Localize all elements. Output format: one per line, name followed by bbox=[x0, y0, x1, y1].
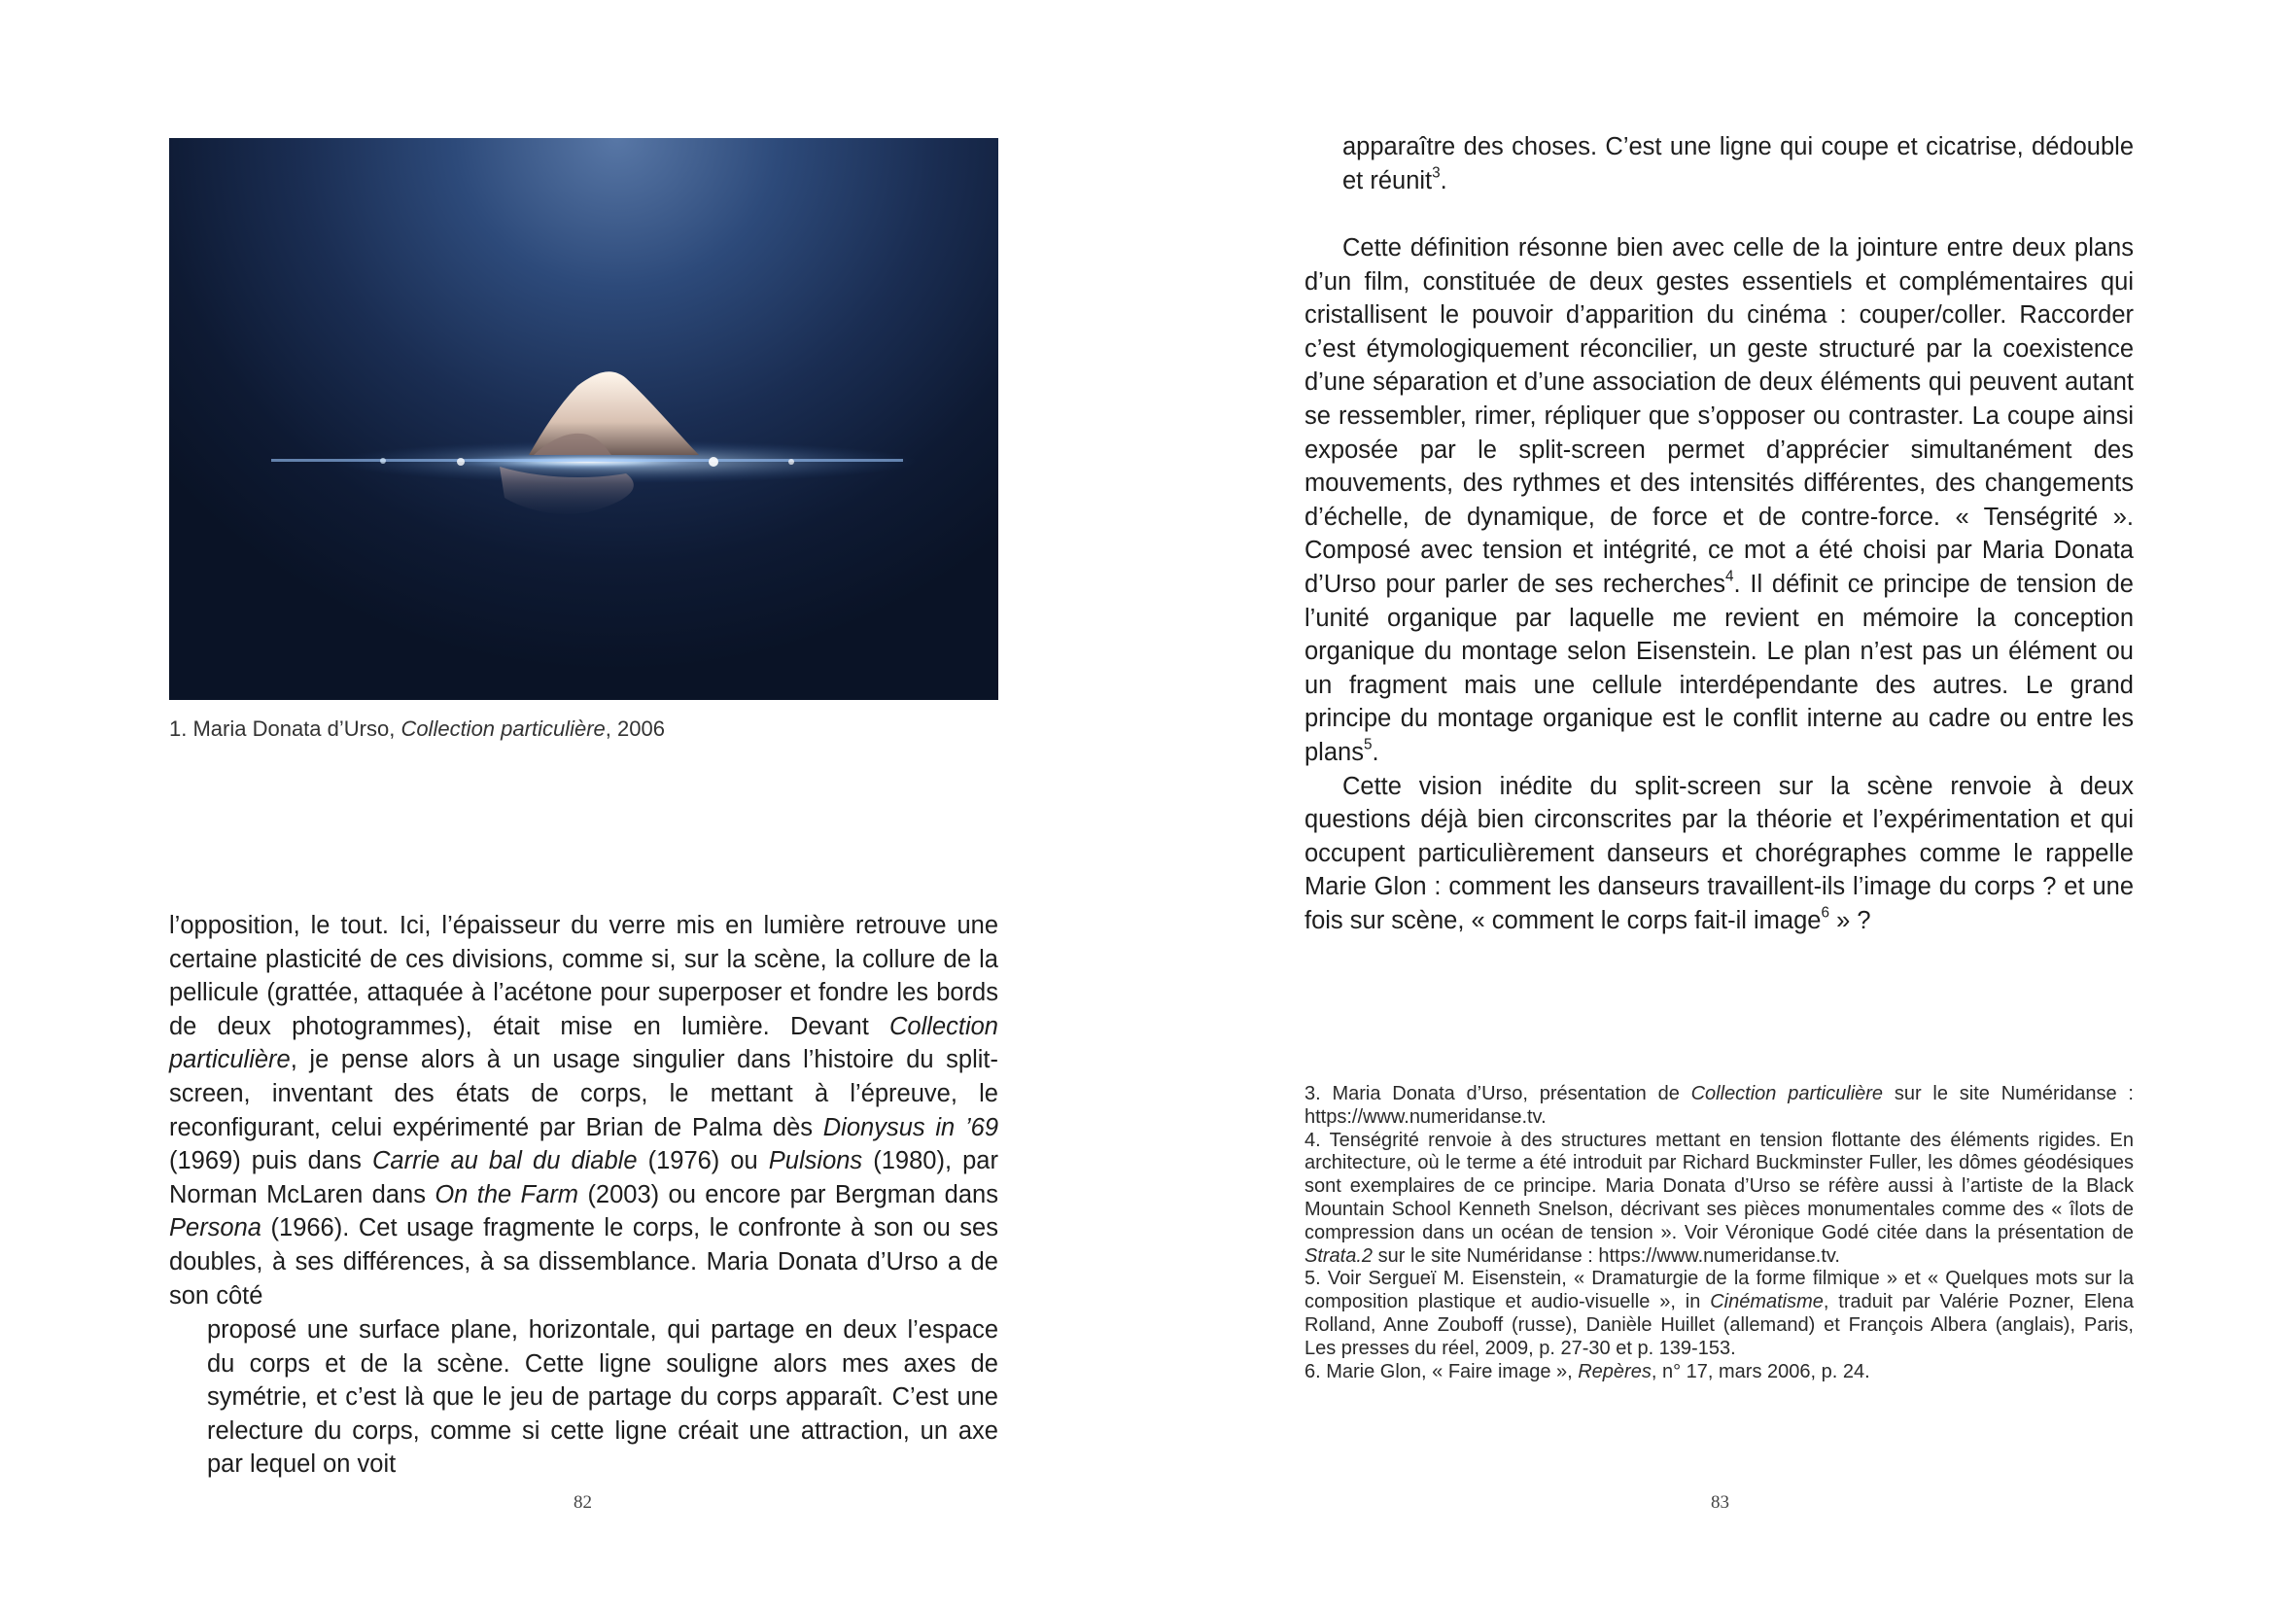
paragraph bbox=[1305, 770, 2134, 938]
footnote-5 bbox=[1305, 1268, 2134, 1360]
text-run: l’opposition, le tout. Ici, l’épaisseur du verre mis en lumière retrouve une certaine plasticité de ces divisions, comme si, sur la scène, la collure de la pellicule (grattée, attaquée à l’acétone pour superposer et fondre les bords de deux photogrammes), était mise en lumière. Devant bbox=[169, 912, 998, 1040]
text-run: sur le site Numéridanse : https://www.numeridanse.tv. bbox=[1305, 1083, 2134, 1128]
photograph-image bbox=[169, 138, 998, 700]
page-number-left: 82 bbox=[574, 1492, 592, 1513]
left-block-quote bbox=[207, 1313, 998, 1482]
dance-photograph bbox=[169, 138, 998, 700]
italic-title: On the Farm bbox=[435, 1180, 579, 1208]
footnotes bbox=[1305, 1083, 2134, 1383]
text-run: . bbox=[1372, 738, 1379, 766]
text-run: (1966). Cet usage fragmente le corps, le confronte à son ou ses doubles, à ses différences, à sa dissemblance. Maria Donata d’Urso a de son côté bbox=[169, 1214, 998, 1310]
page-number-right: 83 bbox=[1711, 1492, 1729, 1513]
footnote-4 bbox=[1305, 1130, 2134, 1269]
paragraph bbox=[1305, 231, 2134, 770]
right-main-text bbox=[1305, 231, 2134, 937]
caption-suffix: , 2006 bbox=[605, 716, 665, 741]
italic-title: Pulsions bbox=[768, 1147, 863, 1175]
footnote-ref[interactable]: 6 bbox=[1821, 904, 1829, 922]
footnote-ref[interactable]: 3 bbox=[1432, 164, 1441, 182]
italic-title: Repères bbox=[1578, 1360, 1652, 1382]
italic-title: Strata.2 bbox=[1305, 1244, 1374, 1267]
footnote-3 bbox=[1305, 1083, 2134, 1130]
text-run: » ? bbox=[1828, 906, 1871, 934]
text-run: 4. Tenségrité renvoie à des structures mettant en tension flottante des éléments rigides. En architecture, où le terme a été introduit par Richard Buckminster Fuller, les dômes géodésiques sont exemplaires de ce principe. Maria Donata d’Urso se réfère aussi à l’artiste de la Black Mountain School Kenneth Snelson, décrivant ses pièces monumentales comme des « îlots de compression dans un océan de tension ». Voir Véronique Godé citée dans la présentation de bbox=[1305, 1129, 2134, 1243]
footnote-6 bbox=[1305, 1361, 2134, 1384]
text-run: (2003) ou encore par Bergman dans bbox=[578, 1180, 998, 1208]
caption-title: Collection particulière bbox=[400, 716, 606, 741]
right-block-quote bbox=[1342, 130, 2134, 197]
caption-prefix: 1. Maria Donata d’Urso, bbox=[169, 716, 401, 741]
text-run: , n° 17, mars 2006, p. 24. bbox=[1651, 1360, 1870, 1382]
text-run: (1980), par Norman McLaren dans bbox=[169, 1147, 998, 1208]
italic-title: Cinématisme bbox=[1710, 1291, 1824, 1313]
text-run: (1969) puis dans bbox=[169, 1147, 372, 1175]
text-run: Cette vision inédite du split-screen sur la scène renvoie à deux questions déjà bien circonscrites par la théorie et l’expérimentation et qui occupent particulièrement danseurs et chorégraphes comme le rappelle Marie Glon : comment les danseurs travaillent-ils l’image du corps ? et une fois sur scène, « comment le corps fait-il image bbox=[1305, 772, 2134, 934]
text-run: sur le site Numéridanse : https://www.numeridanse.tv. bbox=[1373, 1244, 1840, 1267]
italic-title: Collection particulière bbox=[169, 1012, 998, 1074]
text-run: , je pense alors à un usage singulier dans l’histoire du split-screen, inventant des états de corps, le mettant à l’épreuve, le reconfigurant, celui expérimenté par Brian de Palma dès bbox=[169, 1046, 998, 1141]
italic-title: Carrie au bal du diable bbox=[372, 1147, 638, 1175]
text-run: 5. Voir Sergueï M. Eisenstein, « Dramaturgie de la forme filmique » et « Quelques mots sur la composition plastique et audio-visuelle », in bbox=[1305, 1268, 2134, 1313]
text-run: (1976) ou bbox=[637, 1147, 769, 1175]
text-run: 6. Marie Glon, « Faire image », bbox=[1305, 1360, 1579, 1382]
block-quote-text: apparaître des choses. C’est une ligne qui coupe et cicatrise, dédouble et réunit bbox=[1342, 133, 2134, 194]
left-main-paragraph bbox=[169, 909, 998, 1312]
block-quote-text: proposé une surface plane, horizontale, qui partage en deux l’espace du corps et de la scène. Cette ligne souligne alors mes axes de symétrie, et c’est là que le jeu de partage du corps apparaît. C’est une relecture du corps, comme si cette ligne créait une attraction, un axe par lequel on voit bbox=[207, 1316, 998, 1479]
footnote-ref[interactable]: 4 bbox=[1724, 568, 1734, 585]
text-run: 3. Maria Donata d’Urso, présentation de bbox=[1305, 1083, 1691, 1104]
italic-title: Dionysus in ’69 bbox=[822, 1113, 998, 1141]
figure-caption bbox=[169, 716, 665, 742]
text-run: . bbox=[1440, 166, 1447, 194]
footnote-ref[interactable]: 5 bbox=[1363, 736, 1373, 753]
italic-title: Collection particulière bbox=[1690, 1083, 1884, 1104]
italic-title: Persona bbox=[169, 1214, 261, 1242]
text-run: Cette définition résonne bien avec celle de la jointure entre deux plans d’un film, constituée de deux gestes essentiels et complémentaires qui cristallisent le pouvoir d’apparition du cinéma : couper/coller. Raccorder c’est étymologiquement réconcilier, un geste structuré par la coexistence d’une séparation et d’une association de deux éléments qui peuvent autant se ressembler, rimer, répliquer que s’opposer ou contraster. La coupe ainsi exposée par le split-screen permet d’apprécier simultanément des mouvements, des rythmes et des intensités différentes, des changements d’échelle, de dynamique, de force et de contre-force. « Tenségrité ». Composé avec tension et intégrité, ce mot a été choisi par Maria Donata d’Urso pour parler de ses recherches bbox=[1305, 234, 2134, 598]
text-run: . Il définit ce principe de tension de l’unité organique par laquelle me revient en mémoire la conception organique du montage selon Eisenstein. Le plan n’est pas un élément ou un fragment mais une cellule interdépendante des autres. Le grand principe du montage organique est le conflit interne au cadre ou entre les plans bbox=[1305, 570, 2134, 766]
text-run: , traduit par Valérie Pozner, Elena Rolland, Anne Zouboff (russe), Danièle Huillet (allemand) et François Albera (anglais), Paris, Les presses du réel, 2009, p. 27-30 et p. 139-153. bbox=[1305, 1291, 2135, 1359]
